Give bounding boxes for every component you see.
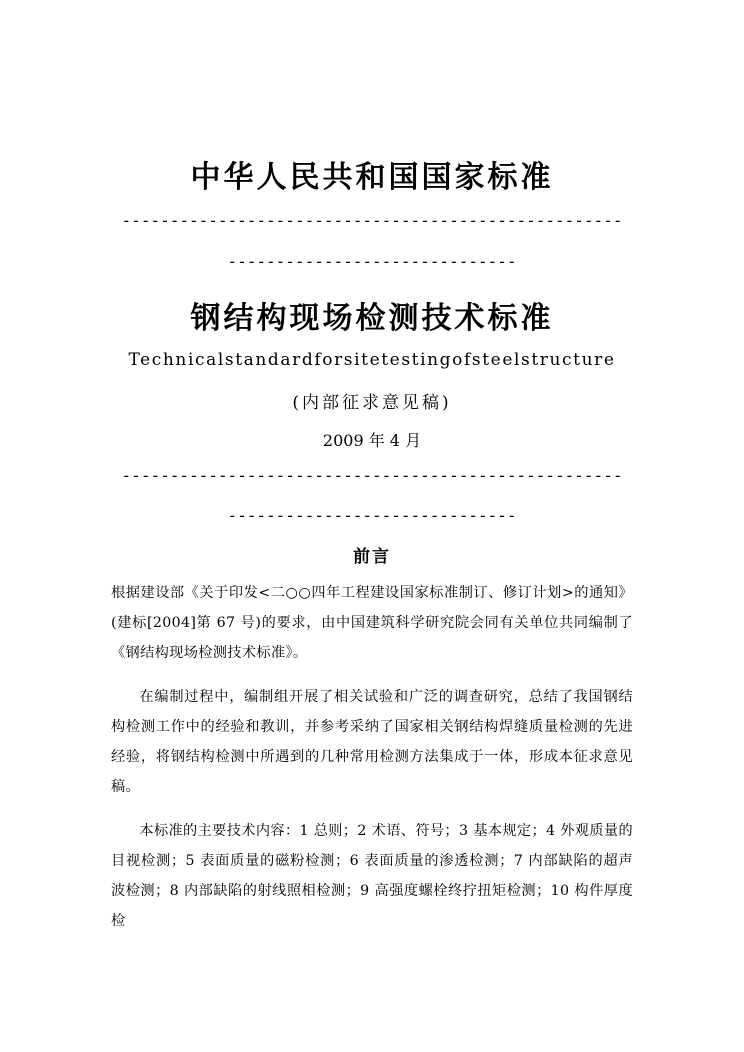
preface-heading: 前言 [353,547,391,567]
separator-line: ---------------------------------------------------- [121,211,623,230]
publication-date: 2009 年 4 月 [322,431,422,450]
national-standard-title: 中华人民共和国国家标准 [190,160,554,195]
standard-name-title: 钢结构现场检测技术标准 [190,301,554,336]
preface-paragraph: 在编制过程中，编制组开展了相关试验和广泛的调查研究，总结了我国钢结构检测工作中的经验和教训，并参考采纳了国家相关钢结构焊缝质量检测的先进经验，将钢结构检测中所遇到的几种常用检测方法集成于一体，形成本征求意见稿。 [111,689,633,795]
preface-body [111,578,633,950]
preface-paragraph: 本标准的主要技术内容：1 总则；2 术语、符号；3 基本规定；4 外观质量的目视检测；5 表面质量的磁粉检测；6 表面质量的渗透检测；7 内部缺陷的超声波检测；8 内部缺陷的射线照相检测；9 高强度螺栓终拧扭矩检测；10 构件厚度检 [111,823,633,929]
separator-line-short: ------------------------------ [227,252,517,271]
preface-paragraph: 根据建设部《关于印发<二○○四年工程建设国家标准制订、修订计划>的通知》(建标[2004]第 67 号)的要求，由中国建筑科学研究院会同有关单位共同编制了《钢结构现场检测技术标准》。 [111,585,633,661]
draft-note: (内部征求意见稿) [292,393,452,413]
separator-line: ---------------------------------------------------- [121,466,623,485]
english-title: Technicalstandardforsitetestingofsteelstructure [128,350,616,370]
separator-line-short: ------------------------------ [227,506,517,525]
